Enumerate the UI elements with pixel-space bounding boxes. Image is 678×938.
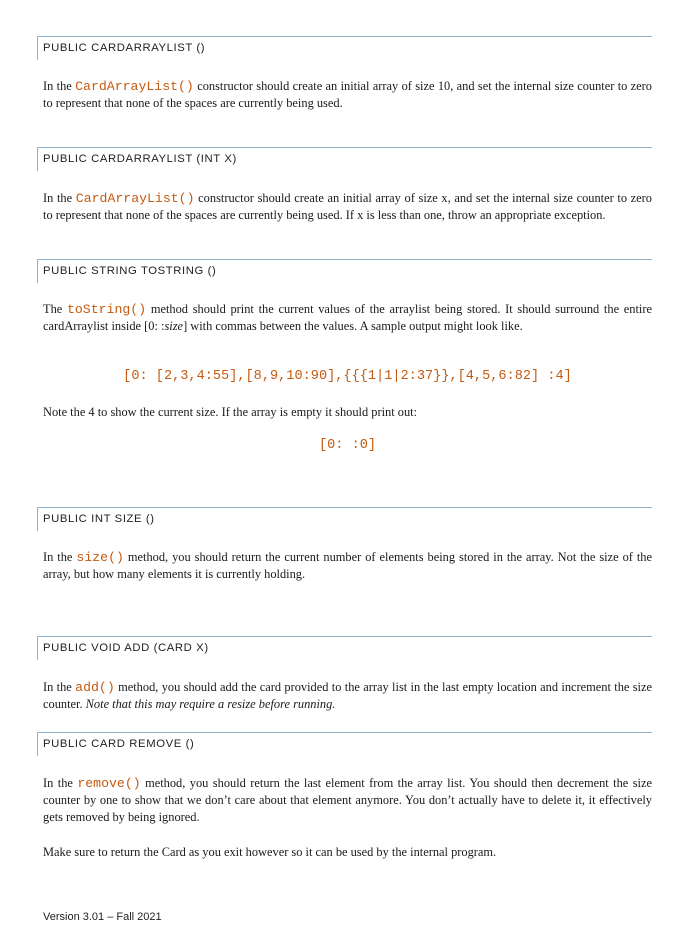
- section-header-size: [37, 507, 652, 531]
- code-size: size(): [76, 550, 124, 565]
- code-cardarraylist: CardArrayList(): [75, 191, 195, 206]
- code-add: add(): [75, 680, 115, 695]
- section-title: PUBLIC INT SIZE (): [43, 513, 155, 525]
- paragraph-cardarraylist: In the CardArrayList() constructor should create an initial array of size 10, and set the internal size counter to zero to represent that none of the spaces are currently being used.: [43, 79, 652, 110]
- section-title: PUBLIC CARDARRAYLIST (): [43, 42, 206, 54]
- code-remove: remove(): [77, 776, 141, 791]
- paragraph-cardarraylist-int-x: In the CardArrayList() constructor should create an initial array of size x, and set the internal size counter to zero to represent that none of the spaces are currently being used. If x is less than one, throw an appropriate exception.: [43, 191, 653, 222]
- code-tostring: toString(): [66, 302, 147, 317]
- empty-output: [0: :0]: [318, 438, 377, 453]
- section-title: PUBLIC CARD REMOVE (): [43, 738, 195, 750]
- section-title: PUBLIC CARDARRAYLIST (INT X): [43, 153, 237, 165]
- section-header-remove: [37, 732, 652, 756]
- sample-output: [0: [2,3,4:55],[8,9,10:90],{{{1|1|2:37}},[4,5,6:82] :4]: [123, 369, 572, 384]
- paragraph-remove: In the remove() method, you should return the last element from the array list. You should then decrement the size counter by one to show that we don’t care about that element anymore. You don’t actually have to delete it, it effectively gets removed by being ignored.: [43, 776, 652, 824]
- paragraph-size: In the size() method, you should return the current number of elements being stored in the array. Not the size of the array, but how many elements it is currently holding.: [43, 550, 652, 581]
- section-title: PUBLIC VOID ADD (CARD X): [43, 642, 209, 654]
- section-header-add: [37, 636, 652, 660]
- section-title: PUBLIC STRING TOSTRING (): [43, 265, 217, 277]
- section-header-cardarraylist: [37, 36, 652, 60]
- section-header-tostring: [37, 259, 652, 283]
- paragraph-add: In the add() method, you should add the card provided to the array list in the last empty location and increment the size counter. Note that this may require a resize before running.: [43, 680, 653, 711]
- section-header-cardarraylist-int-x: [37, 147, 652, 171]
- paragraph-return-card: Make sure to return the Card as you exit however so it can be used by the internal program.: [43, 845, 497, 859]
- paragraph-tostring: The toString() method should print the current values of the arraylist being stored. It should surround the entire cardArraylist inside [0: :size] with commas between the values. A sample output might look like.: [43, 302, 652, 333]
- version-footer: Version 3.01 – Fall 2021: [43, 911, 162, 923]
- note-current-size: Note the 4 to show the current size. If the array is empty it should print out:: [43, 405, 418, 419]
- code-cardarraylist: CardArrayList(): [75, 79, 194, 94]
